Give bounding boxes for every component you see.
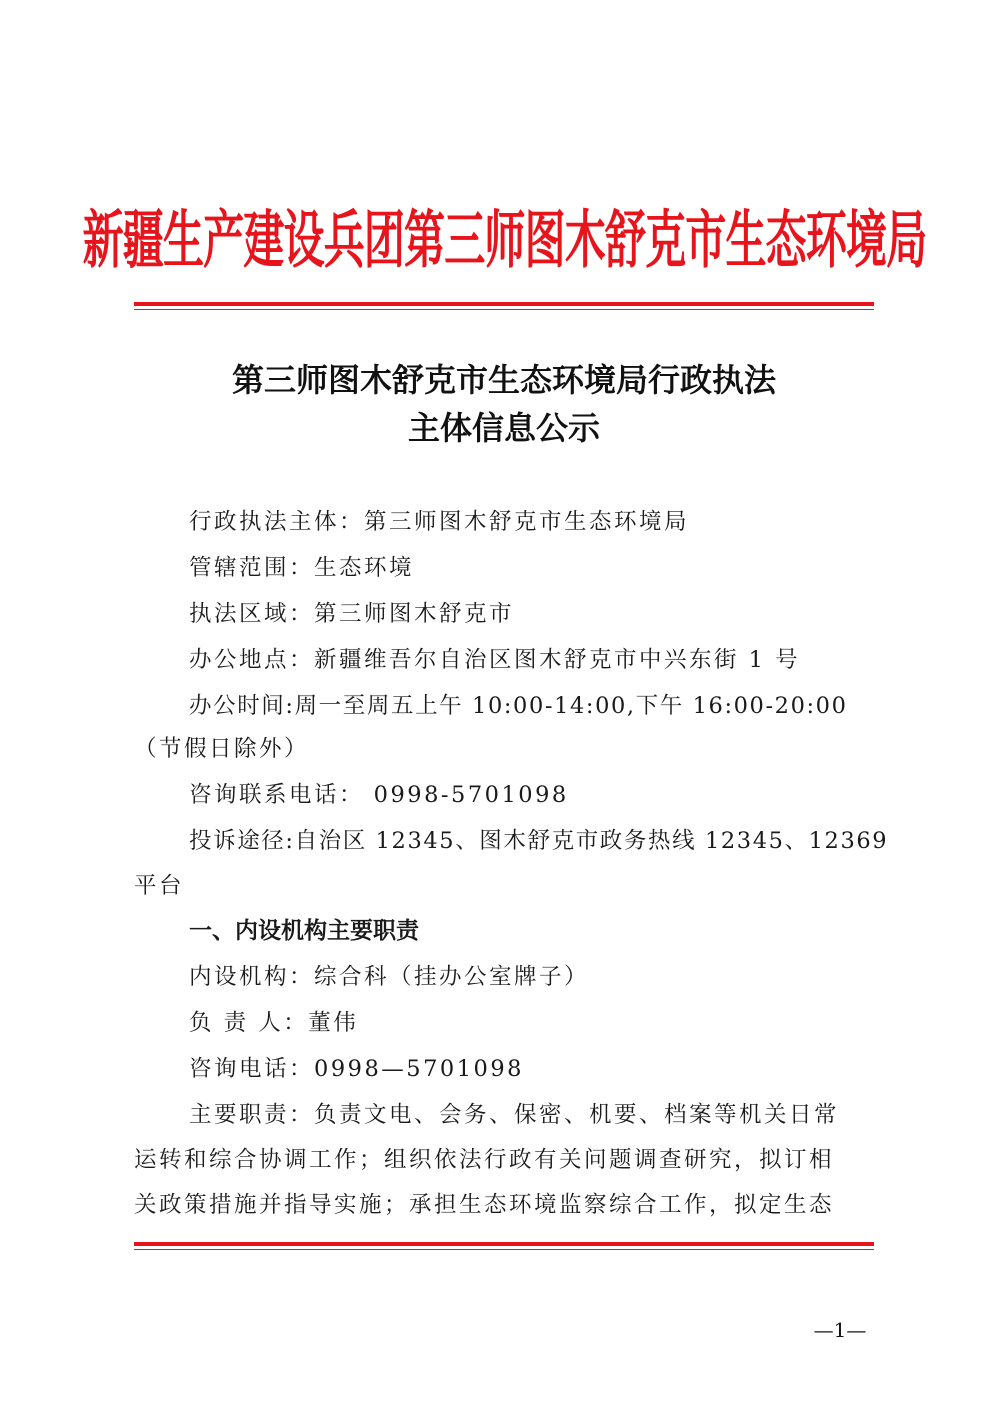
jurisdiction: 管辖范围：生态环境: [189, 555, 415, 581]
office-hours: 办公时间:周一至周五上午 10:00-14:00,下午 16:00-20:00: [189, 693, 848, 719]
letterhead-divider-thick: [134, 302, 874, 306]
enforcement-area: 执法区域：第三师图木舒克市: [189, 601, 515, 627]
letterhead-divider-thin: [134, 309, 874, 310]
department-phone: 咨询电话：0998—5701098: [189, 1056, 524, 1082]
consult-phone: 咨询联系电话： 0998-5701098: [189, 782, 569, 808]
department: 内设机构：综合科（挂办公室牌子）: [189, 964, 590, 990]
duties-line-2: 运转和综合协调工作；组织依法行政有关问题调查研究，拟订相: [134, 1147, 835, 1173]
office-address: 办公地点：新疆维吾尔自治区图木舒克市中兴东街 1 号: [189, 647, 801, 673]
complaint-channels: 投诉途径:自治区 12345、图木舒克市政务热线 12345、12369: [189, 828, 889, 854]
footer-divider-thick: [134, 1242, 874, 1246]
enforcement-subject: 行政执法主体：第三师图木舒克市生态环境局: [189, 509, 690, 535]
document-title-line-1: 第三师图木舒克市生态环境局行政执法: [231, 361, 776, 399]
page-number: —1—: [813, 1318, 867, 1342]
letterhead-org-name: 新疆生产建设兵团第三师图木舒克市生态环境局: [82, 202, 926, 277]
office-hours-continued: （节假日除外）: [134, 736, 310, 762]
complaint-channels-continued: 平台: [134, 873, 185, 899]
footer-divider-thin: [134, 1249, 874, 1250]
document-title-line-2: 主体信息公示: [407, 409, 600, 447]
letterhead: [82, 190, 926, 280]
duties-line-3: 关政策措施并指导实施；承担生态环境监察综合工作，拟定生态: [134, 1192, 835, 1218]
department-head: 负 责 人：董伟: [189, 1010, 359, 1036]
section-heading: 一、内设机构主要职责: [189, 918, 419, 944]
duties-line-1: 主要职责：负责文电、会务、保密、机要、档案等机关日常: [189, 1102, 840, 1128]
